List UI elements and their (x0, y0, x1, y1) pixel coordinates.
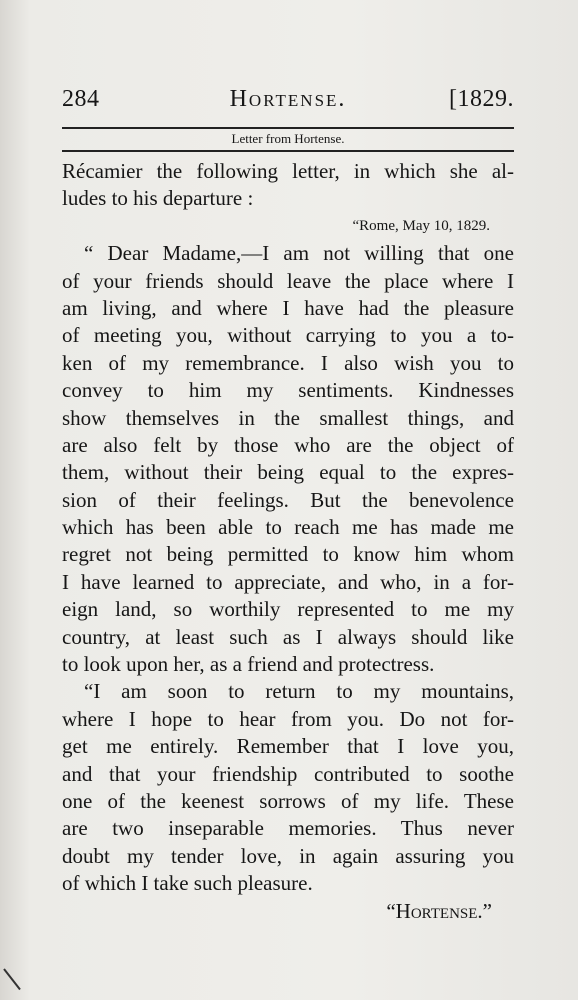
text-line: am living, and where I have had the pleasure (62, 295, 514, 320)
header-rule-top (62, 127, 514, 129)
text-line: sion of their feelings. But the benevolence (62, 487, 514, 512)
letter-signature: “Hortense.” (386, 898, 492, 923)
text-line: which has been able to reach me has made me (62, 515, 514, 540)
text-line: convey to him my sentiments. Kindnesses (62, 378, 514, 403)
running-title: Hortense. (229, 86, 347, 112)
text-line: “I am soon to return to my mountains, (84, 679, 514, 704)
text-line: ken of my remembrance. I also wish you to (62, 350, 514, 375)
letter-salutation-line: “ Dear Madame,—I am not willing that one (84, 241, 514, 266)
text-line: of meeting you, without carrying to you a to- (62, 323, 514, 348)
text-line: I have learned to appreciate, and who, in a for- (62, 569, 514, 594)
text-line: one of the keenest sorrows of my life. These (62, 788, 514, 813)
text-line: of which I take such pleasure. (62, 871, 313, 896)
text-line: are also felt by those who are the object of (62, 432, 514, 457)
header-year: [1829. (449, 86, 514, 112)
text-line: eign land, so worthily represented to me my (62, 597, 514, 622)
text-line: Récamier the following letter, in which she al- (62, 159, 514, 183)
text-line: doubt my tender love, in again assuring you (62, 843, 514, 868)
text-line: ludes to his departure : (62, 186, 254, 211)
text-line: show themselves in the smallest things, and (62, 405, 514, 430)
text-line: them, without their being equal to the expres- (62, 460, 514, 485)
text-line: country, at least such as I always should like (62, 624, 514, 649)
subheading: Letter from Hortense. (231, 131, 345, 146)
running-header (62, 86, 514, 120)
text-line: to look upon her, as a friend and protectress. (62, 652, 435, 677)
letter-dateline: “Rome, May 10, 1829. (352, 217, 490, 234)
header-rule-bottom (62, 150, 514, 152)
text-line: where I hope to hear from you. Do not for- (62, 706, 514, 731)
text-line: and that your friendship contributed to soothe (62, 761, 514, 786)
body-text (62, 158, 514, 925)
text-line: regret not being permitted to know him whom (62, 542, 514, 567)
text-line: of your friends should leave the place where I (62, 268, 514, 293)
text-line: are two inseparable memories. Thus never (62, 816, 514, 841)
text-line: get me entirely. Remember that I love you, (62, 734, 514, 759)
page-number: 284 (62, 86, 100, 112)
margin-mark (3, 968, 21, 990)
